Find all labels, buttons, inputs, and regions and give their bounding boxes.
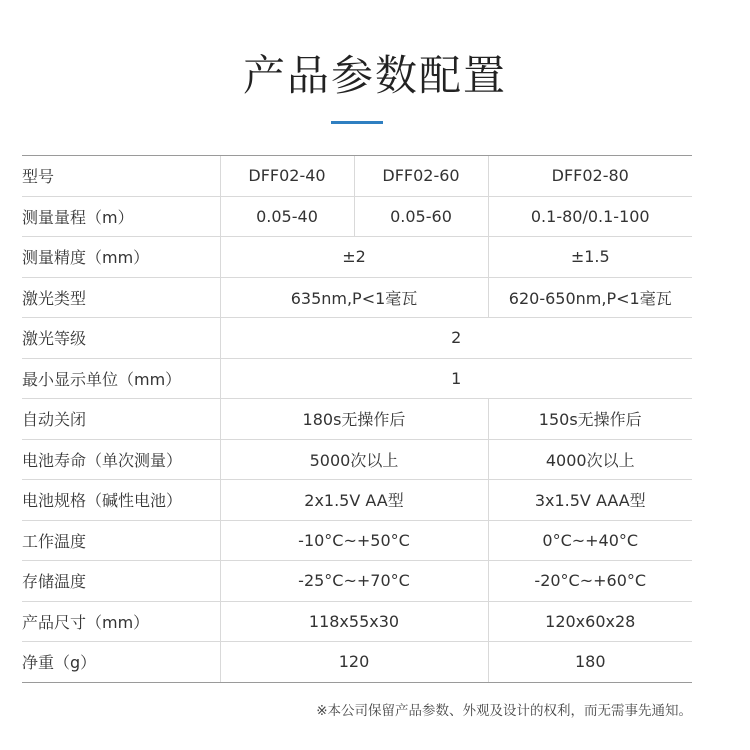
row-label: 电池规格（碱性电池） bbox=[22, 480, 220, 521]
table-row bbox=[22, 642, 692, 683]
cell-value: 0.1-80/0.1-100 bbox=[488, 196, 692, 237]
cell-value: 150s无操作后 bbox=[488, 399, 692, 440]
cell-value: 2 bbox=[220, 318, 692, 359]
cell-value: 635nm,P<1毫瓦 bbox=[220, 277, 488, 318]
cell-value: 0°C~+40°C bbox=[488, 520, 692, 561]
cell-value: DFF02-80 bbox=[488, 156, 692, 197]
row-label: 净重（g） bbox=[22, 642, 220, 683]
page-title: 产品参数配置 bbox=[242, 51, 507, 100]
cell-value: 620-650nm,P<1毫瓦 bbox=[488, 277, 692, 318]
cell-value: -25°C~+70°C bbox=[220, 561, 488, 602]
table-row bbox=[22, 399, 692, 440]
row-label: 激光等级 bbox=[22, 318, 220, 359]
row-label: 型号 bbox=[22, 156, 220, 197]
cell-value: 5000次以上 bbox=[220, 439, 488, 480]
title-accent-line bbox=[331, 121, 383, 124]
table-row bbox=[22, 439, 692, 480]
row-label: 测量量程（m） bbox=[22, 196, 220, 237]
cell-value: 2x1.5V AA型 bbox=[220, 480, 488, 521]
cell-value: 4000次以上 bbox=[488, 439, 692, 480]
row-label: 工作温度 bbox=[22, 520, 220, 561]
cell-value: 180 bbox=[488, 642, 692, 683]
cell-value: 120x60x28 bbox=[488, 601, 692, 642]
table-row bbox=[22, 237, 692, 278]
table-row bbox=[22, 277, 692, 318]
table-row bbox=[22, 196, 692, 237]
disclaimer-note: ※本公司保留产品参数、外观及设计的权利，而无需事先通知。 bbox=[316, 703, 692, 719]
cell-value: 0.05-40 bbox=[220, 196, 354, 237]
cell-value: 1 bbox=[220, 358, 692, 399]
table-row bbox=[22, 156, 692, 197]
table-row bbox=[22, 318, 692, 359]
cell-value: 0.05-60 bbox=[354, 196, 488, 237]
cell-value: DFF02-40 bbox=[220, 156, 354, 197]
row-label: 产品尺寸（mm） bbox=[22, 601, 220, 642]
cell-value: -10°C~+50°C bbox=[220, 520, 488, 561]
table-row bbox=[22, 520, 692, 561]
cell-value: -20°C~+60°C bbox=[488, 561, 692, 602]
row-label: 激光类型 bbox=[22, 277, 220, 318]
cell-value: ±2 bbox=[220, 237, 488, 278]
cell-value: 118x55x30 bbox=[220, 601, 488, 642]
table-row bbox=[22, 358, 692, 399]
table-row bbox=[22, 601, 692, 642]
cell-value: ±1.5 bbox=[488, 237, 692, 278]
table-row bbox=[22, 480, 692, 521]
row-label: 自动关闭 bbox=[22, 399, 220, 440]
row-label: 测量精度（mm） bbox=[22, 237, 220, 278]
row-label: 存储温度 bbox=[22, 561, 220, 602]
row-label: 电池寿命（单次测量） bbox=[22, 439, 220, 480]
cell-value: 120 bbox=[220, 642, 488, 683]
row-label: 最小显示单位（mm） bbox=[22, 358, 220, 399]
cell-value: DFF02-60 bbox=[354, 156, 488, 197]
cell-value: 180s无操作后 bbox=[220, 399, 488, 440]
table-row bbox=[22, 561, 692, 602]
spec-table bbox=[22, 155, 692, 683]
cell-value: 3x1.5V AAA型 bbox=[488, 480, 692, 521]
